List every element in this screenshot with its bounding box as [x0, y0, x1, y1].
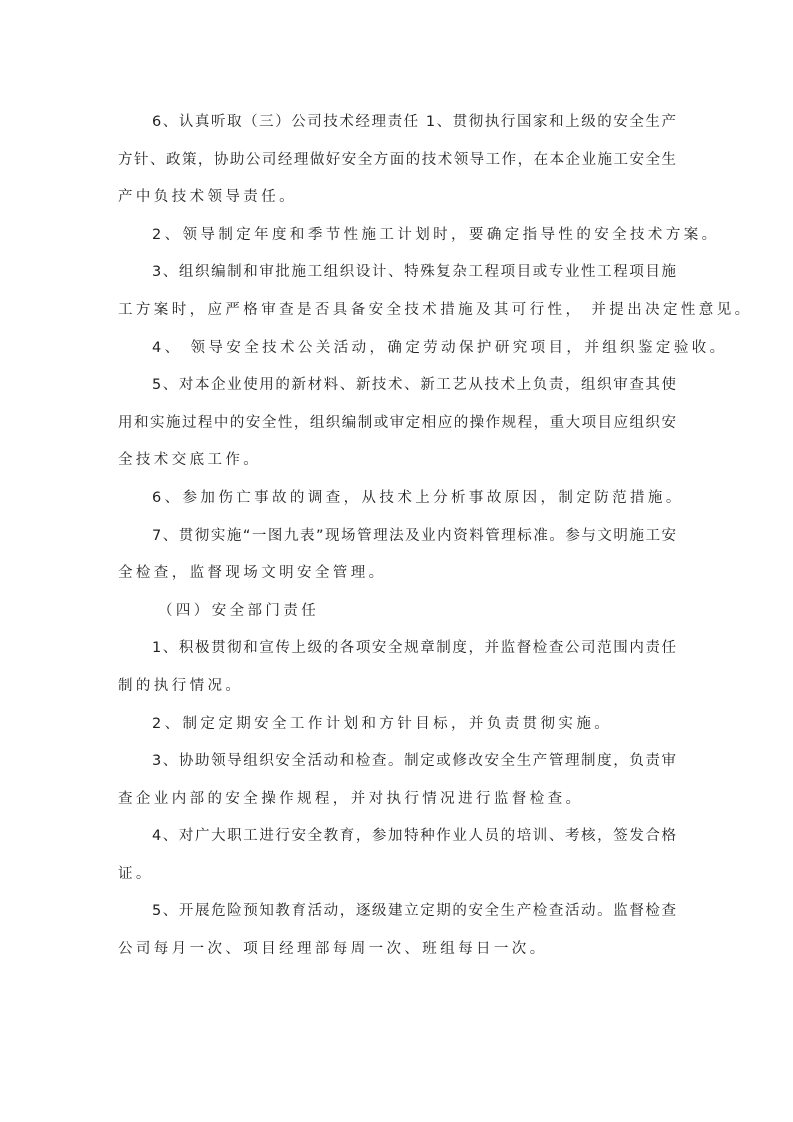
- text-line: 3、组织编制和审批施工组织设计、特殊复杂工程项目或专业性工程项目施: [152, 264, 676, 281]
- paragraph: [118, 630, 676, 705]
- text-line: 2、领导制定年度和季节性施工计划时，要确定指导性的安全技术方案。: [152, 226, 720, 243]
- text-line: 用和实施过程中的安全性，组织编制或审定相应的操作规程，重大项目应组织安: [118, 414, 676, 431]
- text-line: 查企业内部的安全操作规程，并对执行情况进行监督检查。: [118, 790, 584, 807]
- text-line: 全检查，监督现场文明安全管理。: [118, 565, 387, 582]
- paragraph: [118, 330, 728, 368]
- text-line: 1、积极贯彻和宣传上级的各项安全规章制度，并监督检查公司范围内责任: [152, 640, 676, 657]
- paragraph: [118, 480, 684, 518]
- text-line: 3、协助领导组织安全活动和检查。制定或修改安全生产管理制度，负责审: [152, 753, 676, 770]
- paragraph: [118, 706, 676, 744]
- text-line: 2、制定定期安全工作计划和方针目标，并负责贯彻实施。: [152, 715, 613, 732]
- text-line: 全技术交底工作。: [118, 452, 262, 469]
- text-line: 6、认真听取（三）公司技术经理责任 1、贯彻执行国家和上级的安全生产: [152, 114, 676, 130]
- paragraph: [118, 518, 676, 593]
- paragraph: [118, 743, 676, 818]
- paragraph: [118, 818, 676, 893]
- text-line: 证。: [118, 865, 154, 882]
- paragraph: [118, 893, 676, 968]
- paragraph: [118, 254, 753, 329]
- text-line: 7、贯彻实施“一图九表”现场管理法及业内资料管理标准。参与文明施工安: [152, 527, 676, 544]
- section-heading: [118, 593, 676, 631]
- text-line: 4、 领导安全技术公关活动，确定劳动保护研究项目，并组织鉴定验收。: [152, 339, 728, 356]
- paragraph: [118, 217, 720, 255]
- text-line: 5、开展危险预知教育活动，逐级建立定期的安全生产检查活动。监督检查: [152, 903, 676, 920]
- text-line: 6、参加伤亡事故的调查，从技术上分析事故原因，制定防范措施。: [152, 489, 684, 506]
- text-line: 制的执行情况。: [118, 677, 244, 694]
- text-line: 公司每月一次、项目经理部每周一次、班组每日一次。: [118, 941, 548, 958]
- document-body: [118, 104, 753, 969]
- text-line: 产中负技术领导责任。: [118, 189, 297, 206]
- text-line: 5、对本企业使用的新材料、新技术、新工艺从技术上负责，组织审查其使: [152, 377, 676, 394]
- paragraph: [118, 367, 676, 480]
- paragraph: [118, 104, 676, 217]
- text-line: 4、对广大职工进行安全教育，参加特种作业人员的培训、考核，签发合格: [152, 828, 676, 845]
- text-line: 方针、政策，协助公司经理做好安全方面的技术领导工作，在本企业施工安全生: [118, 151, 676, 168]
- text-line: （四）安全部门责任: [158, 602, 320, 619]
- text-line: 工方案时，应严格审查是否具备安全技术措施及其可行性， 并提出决定性意见。: [118, 301, 753, 318]
